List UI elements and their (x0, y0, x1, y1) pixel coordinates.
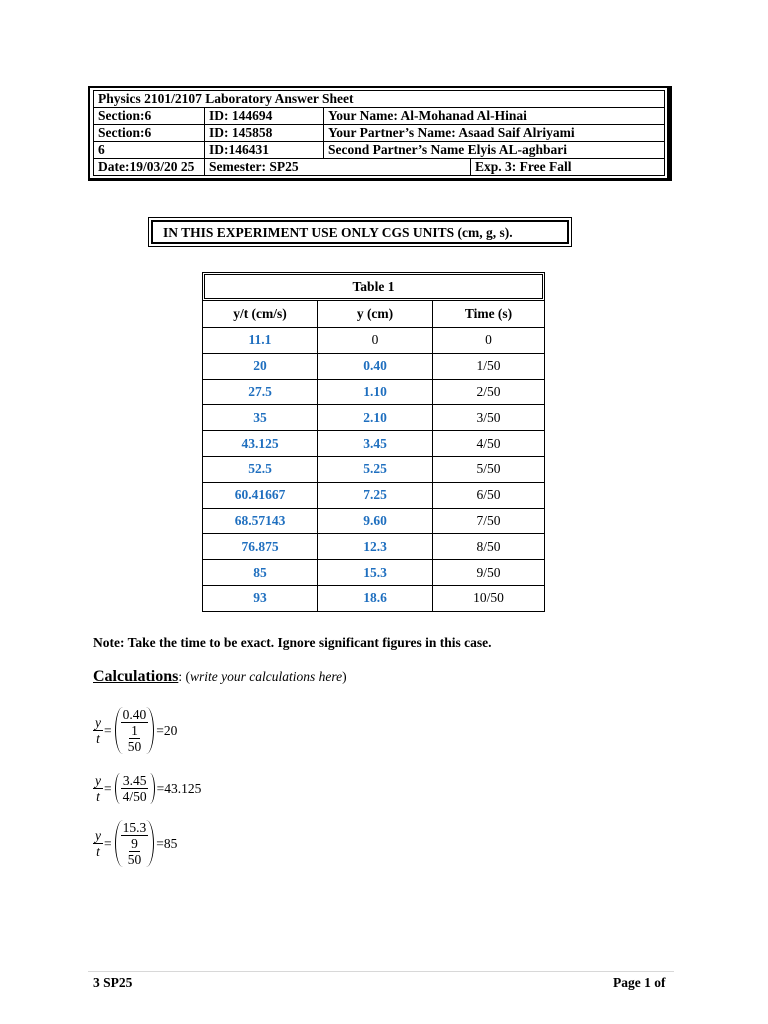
data-table (202, 272, 545, 612)
date-cell: Date:19/03/20 25 (94, 159, 205, 176)
table-row (203, 534, 545, 560)
calculations-heading (93, 668, 347, 686)
distance-cell: 7.25 (318, 482, 433, 508)
table-row (203, 379, 545, 405)
velocity-cell: 85 (203, 560, 318, 586)
equation-result: =43.125 (156, 780, 202, 796)
calculations-title: Calculations (93, 668, 179, 685)
time-cell: 6/50 (433, 482, 545, 508)
lhs-fraction: $\frac{y}{t}$ (95, 715, 101, 746)
equation-1: $\frac{y}{t}$ = $\frac{0.40}{\frac{1}{50}}$ =20 (95, 707, 178, 754)
column-header-distance: y (cm) (318, 301, 433, 328)
velocity-cell: 11.1 (203, 328, 318, 354)
time-fraction: $\frac{9}{50}$ (127, 836, 142, 867)
time-cell: 3/50 (433, 405, 545, 431)
equation-result: =85 (156, 835, 178, 851)
section-cell: Section:6 (94, 125, 205, 142)
time-cell: 1/50 (433, 353, 545, 379)
distance-cell: 12.3 (318, 534, 433, 560)
semester-cell: Semester: SP25 (205, 159, 471, 176)
velocity-cell: 20 (203, 353, 318, 379)
lhs-fraction: $\frac{y}{t}$ (95, 773, 101, 804)
section-cell: Section:6 (94, 108, 205, 125)
id-cell: ID:146431 (205, 142, 324, 159)
parenthesis-group (115, 820, 155, 867)
calculations-hint: write your calculations here (189, 669, 343, 684)
cgs-units-banner (148, 217, 572, 247)
time-cell: 10/50 (433, 585, 545, 611)
table-header-row (203, 301, 545, 328)
table-row (203, 431, 545, 457)
table-title: Table 1 (203, 273, 545, 301)
distance-cell: 1.10 (318, 379, 433, 405)
header-row (94, 159, 665, 176)
table-row (203, 560, 545, 586)
header-row (94, 142, 665, 159)
time-fraction: $\frac{1}{50}$ (127, 723, 142, 754)
header-table (93, 90, 665, 176)
table-row (203, 482, 545, 508)
time-cell: 7/50 (433, 508, 545, 534)
section-cell: 6 (94, 142, 205, 159)
ratio-fraction: $\frac{15.3}{\frac{9}{50}}$ (122, 820, 147, 867)
footer-left: 3 SP25 (93, 975, 133, 990)
equation-2: $\frac{y}{t}$ = $\frac{3.45}{4/50}$ =43.125 (95, 773, 202, 804)
header-box (88, 86, 672, 181)
second-partner-name-cell: Second Partner’s Name Elyis AL-aghbari (324, 142, 665, 159)
calculations-close: ) (342, 669, 347, 684)
time-cell: 9/50 (433, 560, 545, 586)
velocity-cell: 35 (203, 405, 318, 431)
velocity-cell: 76.875 (203, 534, 318, 560)
table-row (203, 585, 545, 611)
distance-cell: 9.60 (318, 508, 433, 534)
time-cell: 8/50 (433, 534, 545, 560)
table-row (203, 405, 545, 431)
ratio-fraction: $\frac{3.45}{4/50}$ (122, 773, 147, 804)
distance-cell: 0 (318, 328, 433, 354)
distance-cell: 3.45 (318, 431, 433, 457)
velocity-cell: 68.57143 (203, 508, 318, 534)
banner-text: IN THIS EXPERIMENT USE ONLY CGS UNITS (cm, g, s). (151, 220, 569, 244)
velocity-cell: 93 (203, 585, 318, 611)
table-title-row (203, 273, 545, 301)
time-cell: 0 (433, 328, 545, 354)
experiment-cell: Exp. 3: Free Fall (471, 159, 665, 176)
velocity-cell: 27.5 (203, 379, 318, 405)
calculations-sep: : ( (178, 669, 190, 684)
time-cell: 4/50 (433, 431, 545, 457)
id-cell: ID: 144694 (205, 108, 324, 125)
note-text: Note: Take the time to be exact. Ignore significant figures in this case. (93, 635, 492, 650)
distance-cell: 18.6 (318, 585, 433, 611)
sheet-title: Physics 2101/2107 Laboratory Answer Sheet (94, 91, 665, 108)
distance-cell: 15.3 (318, 560, 433, 586)
velocity-cell: 43.125 (203, 431, 318, 457)
footer-page-number: Page 1 of (613, 975, 666, 990)
time-cell: 5/50 (433, 456, 545, 482)
parenthesis-group (115, 773, 155, 804)
distance-cell: 2.10 (318, 405, 433, 431)
table-row (203, 328, 545, 354)
footer-divider (88, 971, 674, 972)
id-cell: ID: 145858 (205, 125, 324, 142)
time-cell: 2/50 (433, 379, 545, 405)
velocity-cell: 52.5 (203, 456, 318, 482)
partner-name-cell: Your Partner’s Name: Asaad Saif Alriyami (324, 125, 665, 142)
table-row (203, 353, 545, 379)
column-header-time: Time (s) (433, 301, 545, 328)
equation-3: $\frac{y}{t}$ = $\frac{15.3}{\frac{9}{50}}$ =85 (95, 820, 178, 867)
table-row (203, 456, 545, 482)
header-row (94, 108, 665, 125)
header-row (94, 125, 665, 142)
column-header-velocity: y/t (cm/s) (203, 301, 318, 328)
name-cell: Your Name: Al-Mohanad Al-Hinai (324, 108, 665, 125)
distance-cell: 5.25 (318, 456, 433, 482)
equation-result: =20 (156, 722, 178, 738)
parenthesis-group (115, 707, 155, 754)
distance-cell: 0.40 (318, 353, 433, 379)
lhs-fraction: $\frac{y}{t}$ (95, 828, 101, 859)
ratio-fraction: $\frac{0.40}{\frac{1}{50}}$ (122, 707, 147, 754)
velocity-cell: 60.41667 (203, 482, 318, 508)
table-row (203, 508, 545, 534)
